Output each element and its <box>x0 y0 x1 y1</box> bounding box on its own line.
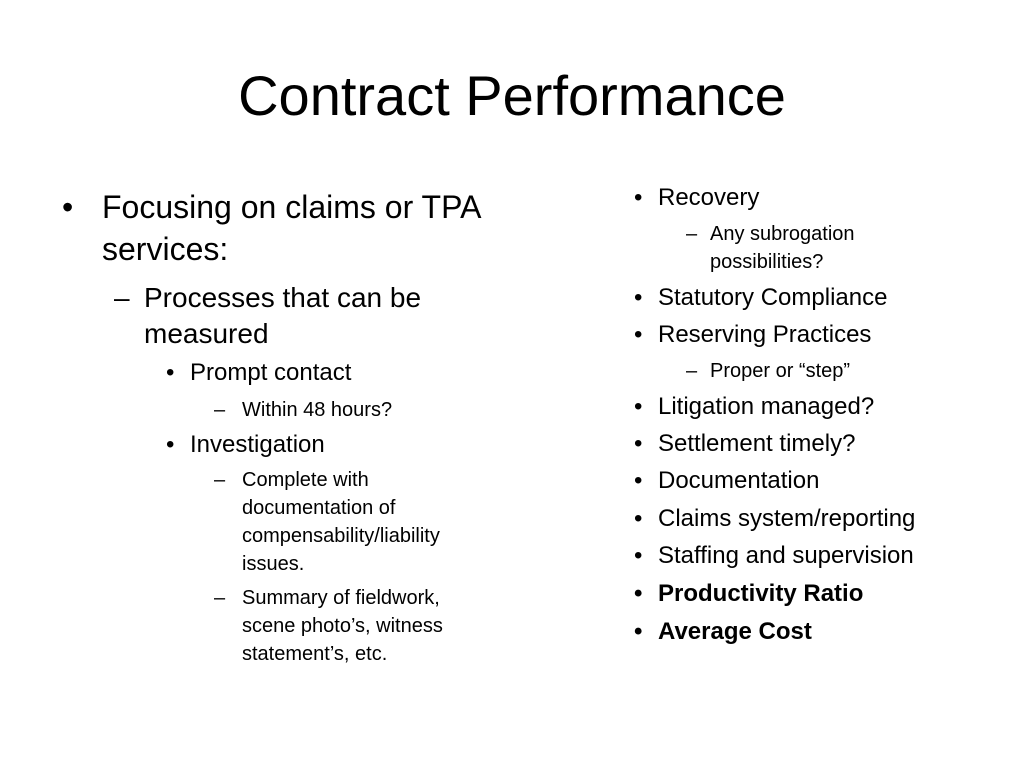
left-level4-item <box>214 396 494 424</box>
right-item <box>634 501 994 537</box>
bullet: • <box>634 430 643 457</box>
right-item-text: Settlement timely? <box>658 430 856 457</box>
dash-bullet: – <box>214 469 226 491</box>
right-item-text: Average Cost <box>658 618 812 645</box>
right-item-bold <box>634 576 994 612</box>
right-subitem <box>686 220 926 276</box>
left-level1-item <box>62 186 482 270</box>
left-level1-text: Focusing on claims or TPA services: <box>102 189 480 267</box>
left-level3-item <box>166 358 486 388</box>
bullet: • <box>166 359 175 386</box>
bullet: • <box>62 189 74 225</box>
left-level2-item <box>114 280 494 352</box>
right-item-text: Staffing and supervision <box>658 542 914 569</box>
bullet: • <box>166 431 175 458</box>
left-level3-text: Prompt contact <box>190 359 352 386</box>
left-level4-text: Complete with documentation of compensability/liability issues. <box>242 469 440 575</box>
left-level4-text: Within 48 hours? <box>242 399 393 421</box>
right-item-text: Documentation <box>658 467 820 494</box>
bullet: • <box>634 321 643 348</box>
left-level3-item <box>166 430 486 460</box>
bullet: • <box>634 393 643 420</box>
right-subitem <box>686 357 986 385</box>
dash-bullet: – <box>214 399 226 421</box>
right-item <box>634 463 994 499</box>
right-item-text: Claims system/reporting <box>658 505 916 532</box>
right-item <box>634 389 994 425</box>
left-level4-item <box>214 466 494 578</box>
right-subitem-text: Proper or “step” <box>710 360 851 382</box>
bullet: • <box>634 580 643 607</box>
right-item-text: Statutory Compliance <box>658 284 888 311</box>
bullet: • <box>634 618 643 645</box>
right-item <box>634 180 994 216</box>
bullet: • <box>634 542 643 569</box>
right-item-text: Productivity Ratio <box>658 580 864 607</box>
right-item-text: Litigation managed? <box>658 393 875 420</box>
right-item <box>634 538 994 574</box>
right-item-text: Reserving Practices <box>658 321 872 348</box>
left-level4-text: Summary of fieldwork, scene photo’s, witness statement’s, etc. <box>242 587 443 665</box>
dash-bullet: – <box>686 223 698 245</box>
left-level4-item <box>214 584 494 668</box>
bullet: • <box>634 284 643 311</box>
right-item-bold <box>634 614 994 650</box>
slide-title: Contract Performance <box>238 64 786 127</box>
right-item <box>634 280 994 316</box>
right-item-text: Recovery <box>658 184 760 211</box>
dash-bullet: – <box>686 360 698 382</box>
right-subitem-text: Any subrogation possibilities? <box>710 223 855 273</box>
right-item <box>634 317 994 353</box>
dash-bullet: – <box>214 587 226 609</box>
bullet: • <box>634 184 643 211</box>
bullet: • <box>634 505 643 532</box>
right-item <box>634 426 994 462</box>
left-level3-text: Investigation <box>190 431 325 458</box>
dash-bullet: – <box>114 282 130 313</box>
left-level2-text: Processes that can be measured <box>144 282 422 349</box>
bullet: • <box>634 467 643 494</box>
